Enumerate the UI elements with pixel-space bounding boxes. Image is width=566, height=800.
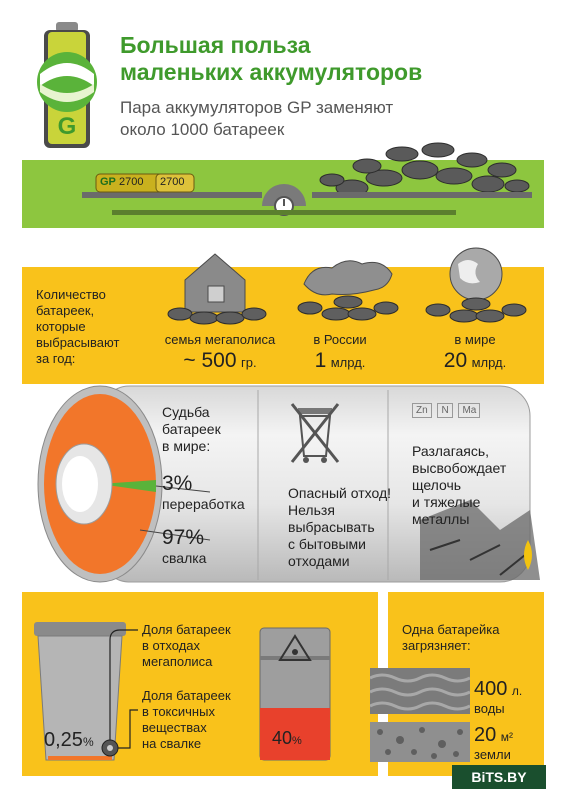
stat-unit: млрд.: [471, 355, 507, 370]
decompose-line: щелочь: [412, 477, 462, 493]
recycle-percent: 3%: [162, 472, 193, 495]
decompose-line: металлы: [412, 511, 470, 527]
stat-item-megapolis: [150, 332, 290, 373]
soil-layer-icon: [370, 722, 470, 762]
pollution-heading: [402, 622, 500, 654]
share-label-line: в отходах: [142, 638, 201, 653]
chemical-elements: [412, 405, 480, 416]
element-ma: Ma: [458, 403, 480, 418]
decompose-line: Разлагаясь,: [412, 443, 490, 459]
stats-label-line: Количество: [36, 287, 106, 302]
hazard-line: Опасный отход!: [288, 485, 392, 501]
stat-item-world: [420, 332, 530, 373]
stats-label-line: батареек,: [36, 303, 95, 318]
pollution-heading-line: Одна батарейка: [402, 622, 500, 637]
landfill-percent: 97%: [162, 526, 205, 549]
soil-value: 20: [474, 724, 497, 746]
battery-1-capacity: 2700: [118, 176, 144, 188]
toxic-label-line: Доля батареек: [142, 688, 231, 703]
bits-logo: BiTS.BY: [452, 765, 546, 789]
toxic-share-value: 40: [272, 728, 293, 748]
stat-value: 1: [314, 349, 327, 372]
hazard-line: выбрасывать: [288, 519, 375, 535]
soil-label: земли: [474, 747, 511, 762]
megapolis-share-sign: %: [82, 735, 94, 749]
element-zn: Zn: [412, 403, 432, 418]
stat-label: в мире: [454, 332, 496, 347]
pollution-heading-line: загрязняет:: [402, 638, 471, 653]
water-value: 400: [474, 678, 508, 700]
battery-2-capacity: 2700: [160, 176, 185, 188]
page-title: [120, 32, 422, 86]
hazard-line: с бытовыми: [288, 536, 366, 552]
toxic-share-label: [142, 688, 231, 752]
fate-heading: [162, 404, 221, 455]
stats-label-line: выбрасывают: [36, 335, 120, 350]
megapolis-share-value: 0,25: [44, 729, 83, 751]
water-layer-icon: [370, 668, 470, 714]
landfill-stat: [162, 526, 206, 566]
decompose-line: высвобождает: [412, 460, 507, 476]
globe-icon: [420, 242, 530, 332]
subtitle-line-1: Пара аккумуляторов GP заменяют: [120, 98, 394, 117]
battery-2-label: [160, 176, 184, 188]
stat-value: 20: [443, 349, 468, 372]
megapolis-share: [44, 729, 94, 752]
house-icon: [160, 242, 270, 332]
stat-value-row: [290, 349, 390, 373]
recycle-label: переработка: [162, 496, 245, 512]
stats-label-line: которые: [36, 319, 86, 334]
hazard-line: Нельзя: [288, 502, 335, 518]
hazard-line: отходами: [288, 553, 350, 569]
stat-value: ~ 500: [183, 349, 237, 372]
page-subtitle: [120, 97, 540, 141]
decompose-line: и тяжелые: [412, 494, 481, 510]
stats-label-line: за год:: [36, 351, 76, 366]
toxic-share-sign: %: [292, 735, 302, 747]
battery-brand: GP: [100, 176, 116, 188]
recycle-stat: [162, 472, 245, 512]
water-stat: [474, 678, 522, 716]
stat-unit: млрд.: [330, 355, 366, 370]
water-unit: л.: [511, 684, 523, 698]
battery-1-label: [100, 176, 143, 188]
soil-unit: м²: [500, 730, 513, 744]
fate-heading-line: батареек: [162, 421, 221, 437]
stat-value-row: [420, 349, 530, 373]
stat-unit: гр.: [241, 355, 257, 370]
soil-stat: [474, 724, 513, 762]
megapolis-share-label: [142, 622, 231, 670]
russia-map-icon: [292, 244, 402, 332]
gp-logo-battery-icon: [22, 22, 112, 150]
fate-heading-line: Судьба: [162, 404, 210, 420]
toxic-share: [272, 728, 302, 749]
hazard-text: [288, 485, 391, 570]
stat-label: в России: [313, 332, 367, 347]
share-label-line: мегаполиса: [142, 654, 213, 669]
decompose-text: [412, 443, 506, 528]
title-line-2: маленьких аккумуляторов: [120, 59, 423, 85]
toxic-label-line: на свалке: [142, 736, 202, 751]
element-n: N: [437, 403, 452, 418]
fate-heading-line: в мире:: [162, 438, 211, 454]
subtitle-line-2: около 1000 батареек: [120, 120, 285, 139]
share-label-line: Доля батареек: [142, 622, 231, 637]
toxic-label-line: в токсичных: [142, 704, 215, 719]
svg-text:G: G: [57, 113, 77, 140]
stat-value-row: [150, 349, 290, 373]
stat-label: семья мегаполиса: [164, 332, 276, 347]
stat-item-russia: [290, 332, 390, 373]
stats-label: [36, 287, 119, 367]
title-line-1: Большая польза: [120, 32, 311, 58]
crossed-trash-bin-icon: [286, 398, 344, 468]
landfill-label: свалка: [162, 550, 207, 566]
toxic-label-line: веществах: [142, 720, 207, 735]
water-label: воды: [474, 701, 505, 716]
